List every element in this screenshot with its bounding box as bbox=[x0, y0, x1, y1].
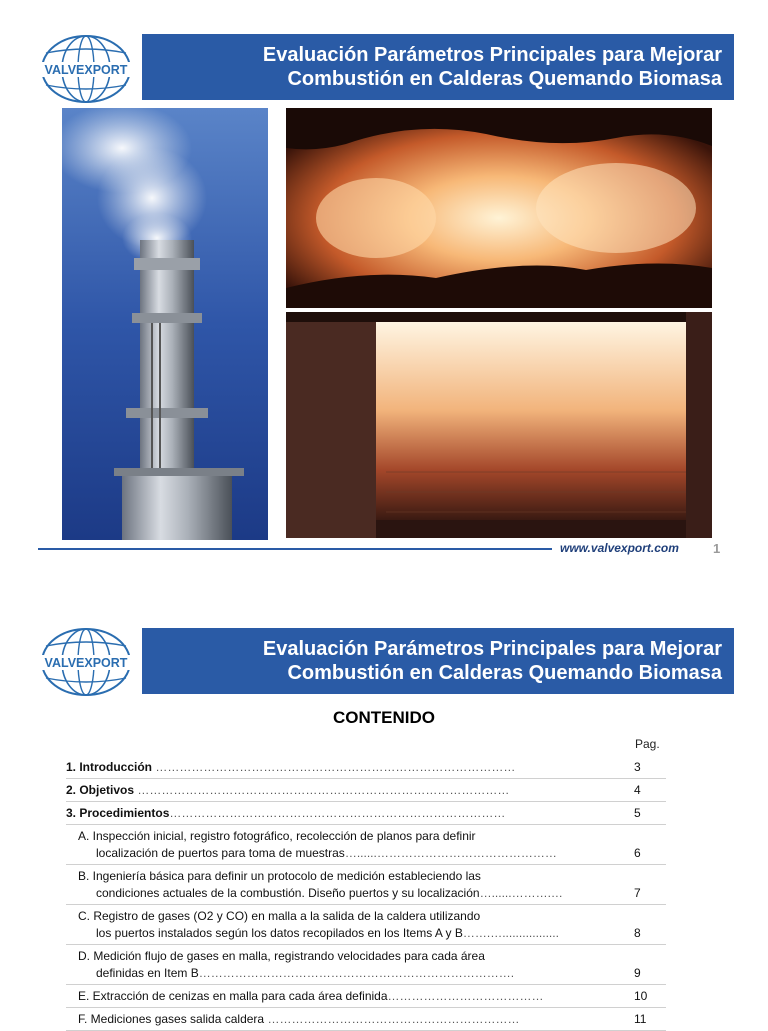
title-line-1: Evaluación Parámetros Principales para Mejorar bbox=[262, 44, 722, 66]
toc-item-title: C. Registro de gases (O2 y CO) en malla a la salida de la caldera utilizando bbox=[78, 909, 481, 923]
page-column-header: Pag. bbox=[635, 737, 660, 751]
toc-page-number: 6 bbox=[634, 846, 641, 860]
boiler-firebox-photo bbox=[286, 312, 712, 538]
toc-page-number: 3 bbox=[634, 760, 641, 774]
svg-text:VALVEXPORT: VALVEXPORT bbox=[44, 63, 128, 77]
slide-2 bbox=[0, 596, 768, 1024]
valvexport-logo bbox=[38, 626, 134, 698]
toc-item-title: E. Extracción de cenizas en malla para cada área definida bbox=[78, 989, 388, 1003]
svg-text:VALVEXPORT: VALVEXPORT bbox=[44, 656, 128, 670]
toc-page-number: 5 bbox=[634, 806, 641, 820]
toc-item-title: 2. Objetivos bbox=[66, 783, 135, 797]
footer-rule bbox=[38, 548, 552, 550]
toc-page-number: 8 bbox=[634, 926, 641, 940]
title-line-1: Evaluación Parámetros Principales para Mejorar bbox=[262, 638, 722, 660]
toc-item-procedimientos[interactable]: 3. Procedimientos………………………………………………………………………… 5 bbox=[66, 802, 666, 825]
toc-item-title: B. Ingeniería básica para definir un protocolo de medición estableciendo las bbox=[78, 869, 481, 883]
title-bar bbox=[142, 34, 734, 100]
title-line-2: Combustión en Calderas Quemando Biomasa bbox=[287, 662, 722, 684]
toc-item-c[interactable]: C. Registro de gases (O2 y CO) en malla a la salida de la caldera utilizando los puertos instalados según los datos recopilados en los Items A y B…….…................. 8 bbox=[66, 905, 666, 945]
contents-heading: CONTENIDO bbox=[333, 708, 435, 727]
toc-page-number: 7 bbox=[634, 886, 641, 900]
toc-item-d[interactable]: D. Medición flujo de gases en malla, registrando velocidades para cada área definidas en Item B……………………………………………………………………. 9 bbox=[66, 945, 666, 985]
title-line-2: Combustión en Calderas Quemando Biomasa bbox=[287, 68, 722, 90]
toc-page-number: 9 bbox=[634, 966, 641, 980]
toc-item-a[interactable]: A. Inspección inicial, registro fotográfico, recolección de planos para definir localización de puertos para toma de muestras…......……………………………………… 6 bbox=[66, 825, 666, 865]
toc-item-title: A. Inspección inicial, registro fotográfico, recolección de planos para definir bbox=[78, 829, 476, 843]
toc-page-number: 10 bbox=[634, 989, 648, 1003]
toc-item-e[interactable]: E. Extracción de cenizas en malla para cada área definida………………………………… 10 bbox=[66, 985, 666, 1008]
valvexport-logo bbox=[38, 33, 134, 105]
toc-page-number: 11 bbox=[634, 1012, 647, 1026]
toc-item-introduccion[interactable]: 1. Introducción ……………………………………………………………………………… 3 bbox=[66, 756, 666, 779]
toc-page-number: 4 bbox=[634, 783, 641, 797]
title-bar bbox=[142, 628, 734, 694]
footer-website: www.valvexport.com bbox=[560, 541, 679, 555]
smokestack-photo bbox=[62, 108, 268, 540]
toc-item-objetivos[interactable]: 2. Objetivos ………………………………………………………………………………… 4 bbox=[66, 779, 666, 802]
toc-item-title: 1. Introducción bbox=[66, 760, 153, 774]
toc-item-title: F. Mediciones gases salida caldera bbox=[78, 1012, 268, 1026]
table-of-contents bbox=[66, 756, 666, 1031]
toc-item-f[interactable]: F. Mediciones gases salida caldera ……………………………………………………… 11 bbox=[66, 1008, 666, 1031]
toc-item-title: 3. Procedimientos bbox=[66, 806, 170, 820]
toc-item-b[interactable]: B. Ingeniería básica para definir un protocolo de medición estableciendo las condiciones actuales de la combustión. Diseño puertos y su localización…......……….… 7 bbox=[66, 865, 666, 905]
toc-item-title: D. Medición flujo de gases en malla, registrando velocidades para cada área bbox=[78, 949, 485, 963]
page-number: 1 bbox=[713, 541, 721, 556]
furnace-flame-photo bbox=[286, 108, 712, 308]
